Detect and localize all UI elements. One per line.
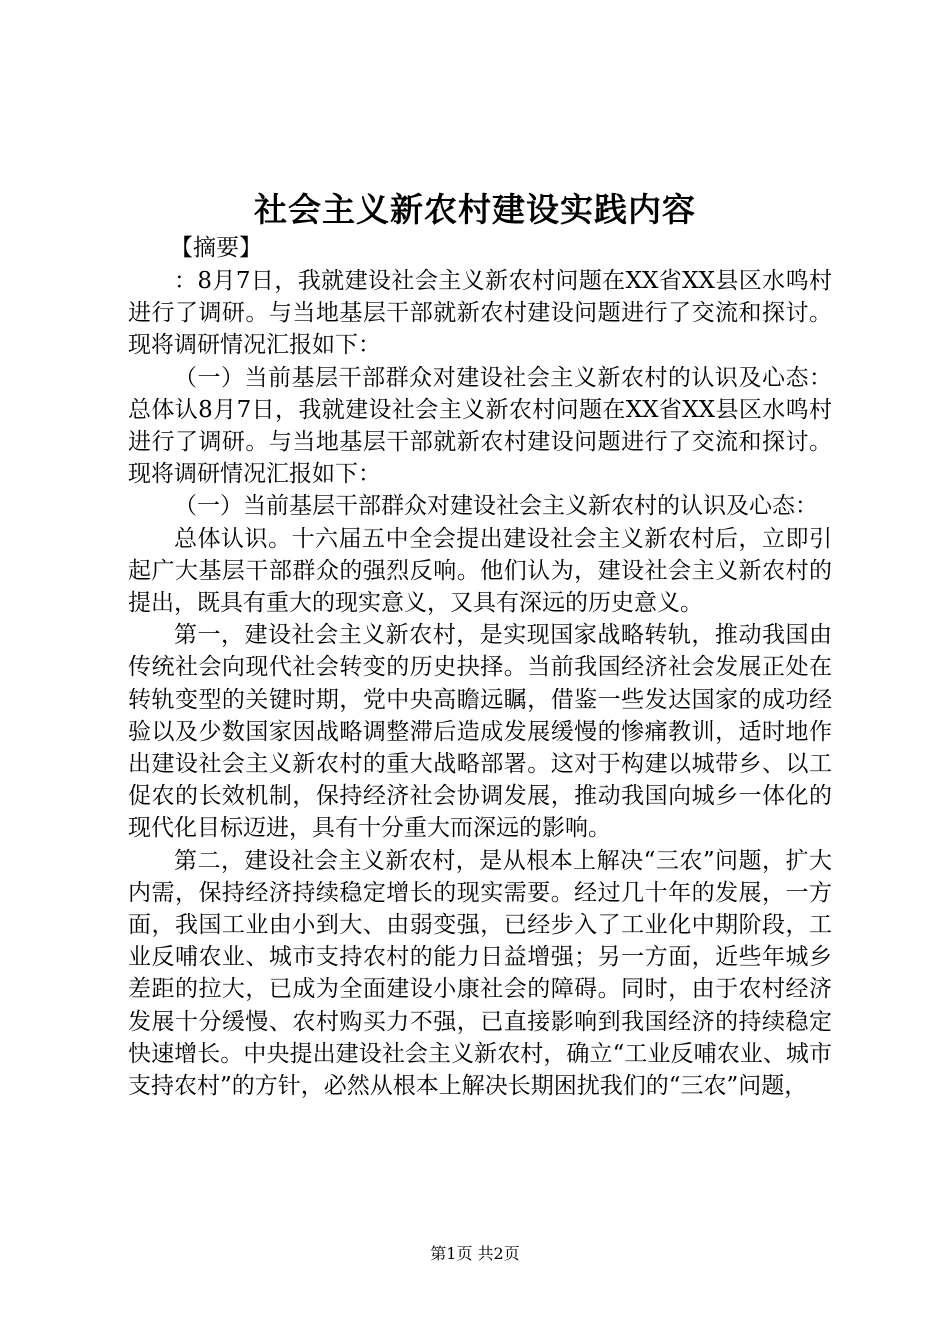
document-title: 社会主义新农村建设实践内容	[254, 190, 696, 229]
paragraph: 第一，建设社会主义新农村，是实现国家战略转轨，推动我国由传统社会向现代社会转变的历史抉择。当前我国经济社会发展正处在转轨变型的关键时期，党中央高瞻远瞩，借鉴一些发达国家的成功经验以及少数国家因战略调整滞后造成发展缓慢的惨痛教训，适时地作出建设社会主义新农村的重大战略部署。这对于构建以城带乡、以工促农的长效机制，保持经济社会协调发展，推动我国向城乡一体化的现代化目标迈进，具有十分重大而深远的影响。	[128, 622, 832, 842]
document-body	[128, 265, 832, 1102]
paragraph: （一）当前基层干部群众对建设社会主义新农村的认识及心态：总体认8月7日，我就建设社会主义新农村问题在XX省XX县区水鸣村进行了调研。与当地基层干部就新农村建设问题进行了交流和探讨。现将调研情况汇报如下：	[128, 364, 832, 488]
paragraph: 总体认识。十六届五中全会提出建设社会主义新农村后，立即引起广大基层干部群众的强烈反响。他们认为，建设社会主义新农村的提出，既具有重大的现实意义，又具有深远的历史意义。	[128, 525, 832, 617]
page-footer: 第1页 共2页	[430, 1244, 520, 1263]
paragraph: 第二，建设社会主义新农村，是从根本上解决“三农”问题，扩大内需，保持经济持续稳定增长的现实需要。经过几十年的发展，一方面，我国工业由小到大、由弱变强，已经步入了工业化中期阶段，工业反哺农业、城市支持农村的能力日益增强；另一方面，近些年城乡差距的拉大，已成为全面建设小康社会的障碍。同时，由于农村经济发展十分缓慢、农村购买力不强，已直接影响到我国经济的持续稳定快速增长。中央提出建设社会主义新农村，确立“工业反哺农业、城市支持农村”的方针，必然从根本上解决长期困扰我们的“三农”问题，	[128, 847, 832, 1100]
abstract-heading: 【摘要】	[170, 235, 262, 261]
paragraph: （一）当前基层干部群众对建设社会主义新农村的认识及心态：	[174, 493, 818, 520]
paragraph: ：8月7日，我就建设社会主义新农村问题在XX省XX县区水鸣村进行了调研。与当地基层干部就新农村建设问题进行了交流和探讨。现将调研情况汇报如下：	[128, 268, 832, 359]
